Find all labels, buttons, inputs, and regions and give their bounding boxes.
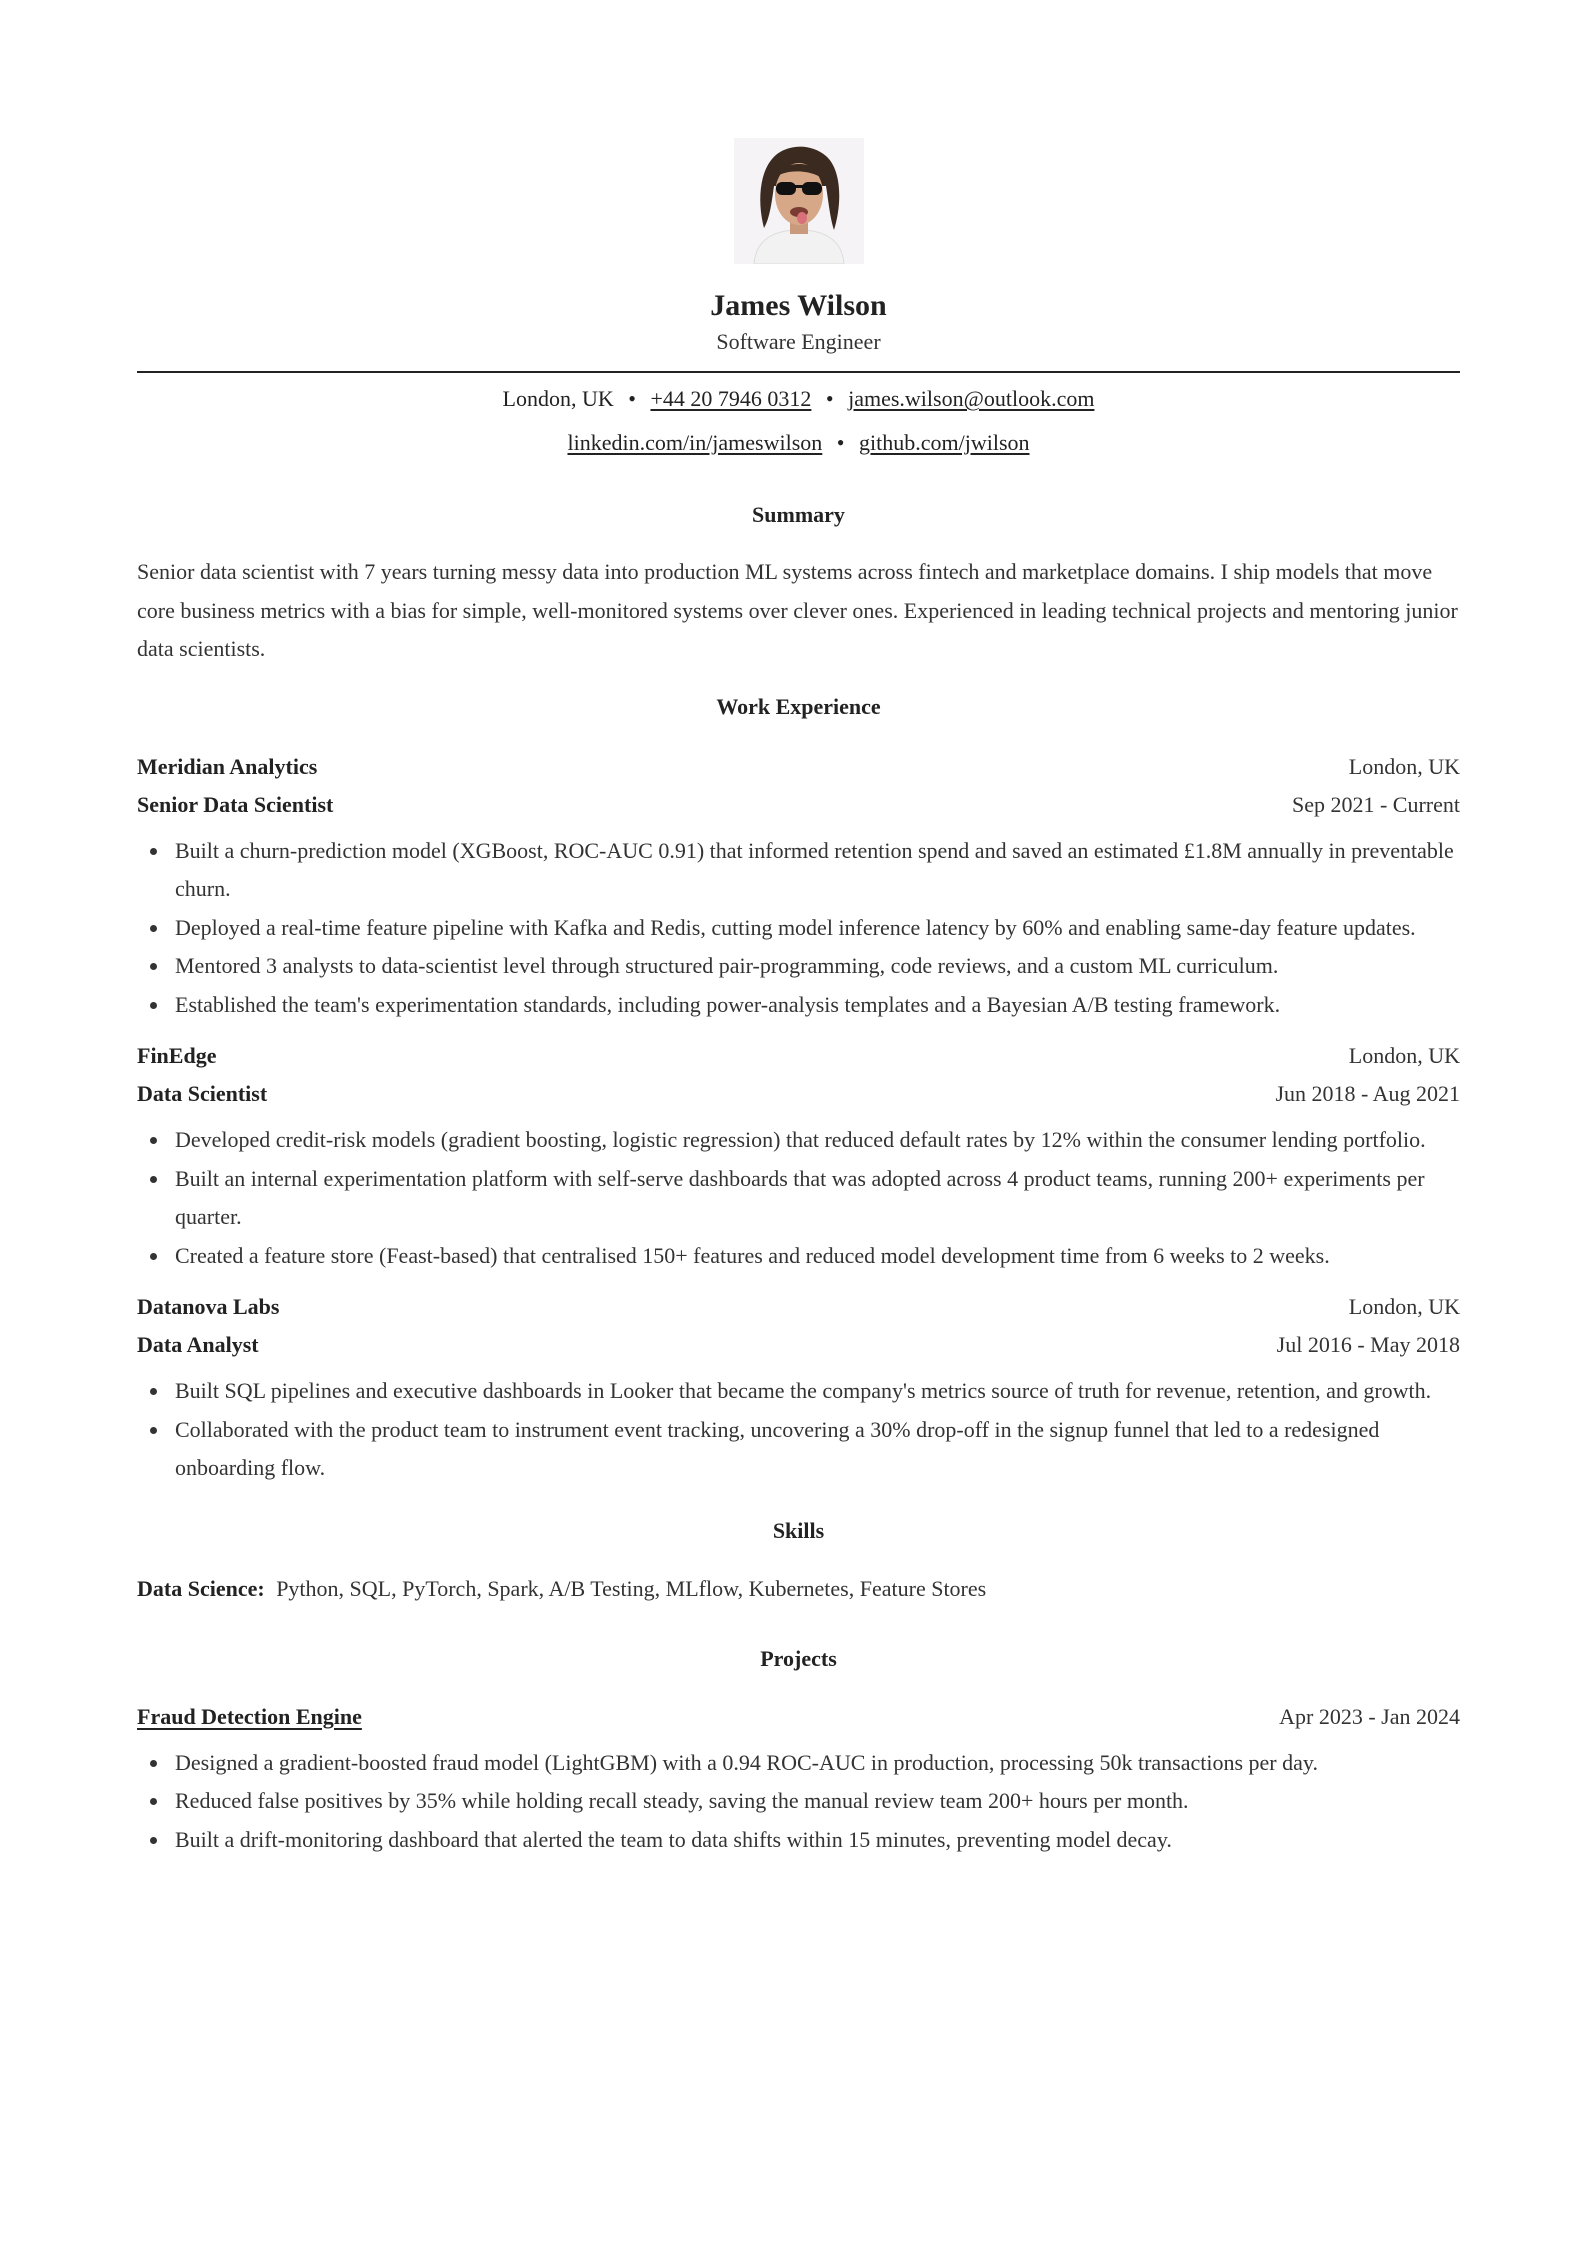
job-dates: Jun 2018 - Aug 2021 (1275, 1081, 1460, 1106)
bullet-item: Designed a gradient-boosted fraud model (LightGBM) with a 0.94 ROC-AUC in production, processing 50k transactions per day. (175, 1744, 1460, 1783)
job-bullets (137, 1121, 1460, 1275)
bullet-item: Built a churn-prediction model (XGBoost, ROC-AUC 0.91) that informed retention spend and saved an estimated £1.8M annually in preventable churn. (175, 832, 1460, 909)
summary-heading: Summary (752, 502, 845, 527)
skills-category-label: Data Science: (137, 1575, 265, 1601)
project-bullets (137, 1744, 1460, 1860)
skills-line (137, 1574, 1460, 1604)
job-entry (137, 1041, 1460, 1275)
profile-photo (734, 138, 864, 264)
job-location: London, UK (1348, 753, 1460, 779)
separator-dot: • (825, 386, 834, 411)
project-header-row (137, 1702, 1460, 1732)
projects-heading: Projects (760, 1645, 837, 1671)
job-role: Data Scientist (137, 1081, 268, 1106)
bullet-item: Built an internal experimentation platform with self-serve dashboards that was adopted across 4 product teams, running 200+ experiments per quarter. (175, 1160, 1460, 1237)
header-divider (137, 371, 1460, 373)
summary-text: Senior data scientist with 7 years turning messy data into production ML systems across fintech and marketplace domains. I ship models that move core business metrics with a bias for simple, well-monitored systems over clever ones. Experienced in leading technical projects and mentoring junior data scientists. (137, 559, 1458, 661)
job-header-row (137, 1292, 1460, 1322)
phone-link[interactable]: +44 20 7946 0312 (650, 386, 812, 411)
job-location: London, UK (1348, 1043, 1460, 1068)
job-dates: Sep 2021 - Current (1291, 791, 1460, 817)
project-dates: Apr 2023 - Jan 2024 (1279, 1703, 1460, 1729)
bullet-item: Deployed a real-time feature pipeline with Kafka and Redis, cutting model inference latency by 60% and enabling same-day feature updates. (175, 909, 1460, 948)
skills-heading: Skills (772, 1517, 825, 1543)
bullet-item: Collaborated with the product team to instrument event tracking, uncovering a 30% drop-off in the signup funnel that led to a redesigned onboarding flow. (175, 1411, 1460, 1488)
project-name-link[interactable]: Fraud Detection Engine (137, 1703, 362, 1729)
candidate-name: James Wilson (710, 289, 887, 322)
avatar (734, 138, 864, 264)
bullet-item: Mentored 3 analysts to data-scientist level through structured pair-programming, code reviews, and a custom ML curriculum. (175, 947, 1460, 986)
skills-list: Python, SQL, PyTorch, Spark, A/B Testing, MLflow, Kubernetes, Feature Stores (276, 1575, 987, 1601)
job-entry (137, 1292, 1460, 1488)
job-role-row (137, 1330, 1460, 1360)
job-role: Senior Data Scientist (137, 791, 334, 817)
bullet-item: Developed credit-risk models (gradient boosting, logistic regression) that reduced default rates by 12% within the consumer lending portfolio. (175, 1121, 1460, 1160)
job-role-row (137, 1079, 1460, 1109)
bullet-item: Built a drift-monitoring dashboard that alerted the team to data shifts within 15 minutes, preventing model decay. (175, 1821, 1460, 1860)
bullet-item: Created a feature store (Feast-based) that centralised 150+ features and reduced model development time from 6 weeks to 2 weeks. (175, 1237, 1460, 1276)
job-role-row (137, 790, 1460, 820)
separator-dot: • (836, 430, 845, 455)
resume-page (137, 0, 1460, 1859)
job-location: London, UK (1348, 1294, 1460, 1319)
bullet-item: Built SQL pipelines and executive dashboards in Looker that became the company's metrics source of truth for revenue, retention, and growth. (175, 1372, 1460, 1411)
bullet-item: Established the team's experimentation standards, including power-analysis templates and a Bayesian A/B testing framework. (175, 986, 1460, 1025)
job-header-row (137, 752, 1460, 782)
company-name: FinEdge (137, 1043, 217, 1068)
contact-line-secondary (137, 428, 1460, 458)
company-name: Meridian Analytics (137, 753, 318, 779)
job-bullets (137, 1372, 1460, 1488)
company-name: Datanova Labs (137, 1294, 280, 1319)
location-text: London, UK (502, 386, 614, 411)
contact-line-primary (137, 384, 1460, 414)
job-bullets (137, 832, 1460, 1025)
job-dates: Jul 2016 - May 2018 (1276, 1332, 1460, 1357)
job-header-row (137, 1041, 1460, 1071)
bullet-item: Reduced false positives by 35% while holding recall steady, saving the manual review team 200+ hours per month. (175, 1782, 1460, 1821)
work-experience-heading: Work Experience (716, 693, 881, 719)
email-link[interactable]: james.wilson@outlook.com (848, 386, 1095, 411)
job-entry (137, 752, 1460, 1025)
separator-dot: • (628, 386, 636, 411)
candidate-title: Software Engineer (716, 329, 881, 354)
github-link[interactable]: github.com/jwilson (859, 430, 1030, 455)
project-entry (137, 1702, 1460, 1860)
linkedin-link[interactable]: linkedin.com/in/jameswilson (567, 430, 823, 455)
job-role: Data Analyst (137, 1332, 259, 1357)
